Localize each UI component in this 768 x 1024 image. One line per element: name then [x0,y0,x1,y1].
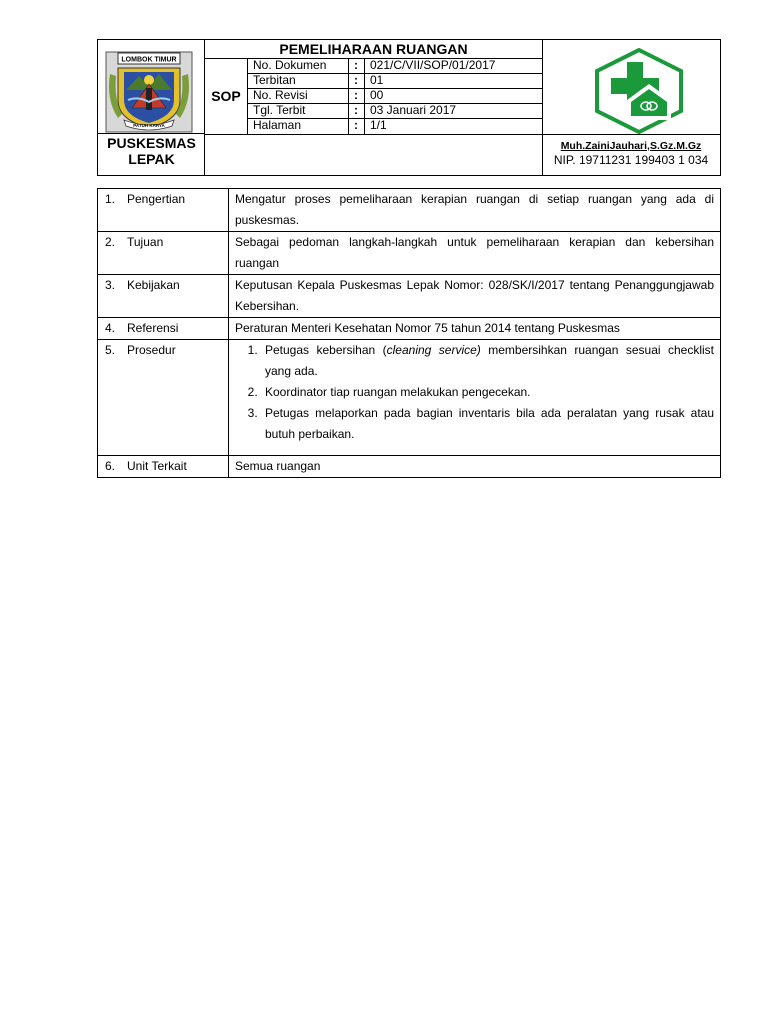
procedure-step [261,340,714,382]
field-label-no-revisi: No. Revisi [253,88,308,102]
section-number: 4. [105,321,116,335]
step-text: membersihkan ruangan sesuai checklist yang ada. [265,343,714,378]
section-label: Tujuan [127,235,164,249]
section-key [98,189,229,232]
section-label: Unit Terkait [127,459,187,473]
section-number: 3. [105,278,116,292]
field-sep: : [354,58,358,72]
table-row [98,318,721,340]
table-row [98,232,721,275]
table-row [98,456,721,478]
field-value-no-revisi: 00 [370,88,384,102]
field-label-terbitan: Terbitan [253,73,296,87]
step-text-italic: cleaning service) [386,343,481,357]
field-label-tgl-terbit: Tgl. Terbit [253,103,306,117]
document-title: PEMELIHARAAN RUANGAN [279,41,468,57]
field-label-no-dokumen: No. Dokumen [253,58,327,72]
section-number: 2. [105,235,116,249]
signatory-nip: NIP. 19711231 199403 1 034 [553,153,709,167]
section-number: 6. [105,459,116,473]
field-sep: : [354,103,358,117]
section-text: Sebagai pedoman langkah-langkah untuk pemeliharaan kerapian dan kebersihan ruangan [229,232,721,275]
table-row [98,275,721,318]
section-label: Prosedur [127,343,176,357]
procedure-list [235,340,714,445]
section-text: Semua ruangan [229,456,721,478]
section-text: Peraturan Menteri Kesehatan Nomor 75 tahun 2014 tentang Puskesmas [229,318,721,340]
section-number: 5. [105,343,116,357]
section-key [98,318,229,340]
institution-line-1: PUSKESMAS [107,135,196,151]
section-number: 1. [105,192,116,206]
section-label: Pengertian [127,192,186,206]
sop-label: SOP [211,87,241,104]
signatory-name: Muh.ZainiJauhari,S.Gz.M.Gz [560,140,702,152]
field-sep: : [354,88,358,102]
field-label-halaman: Halaman [253,118,302,132]
puskesmas-cross-logo-icon [591,48,687,134]
section-key [98,340,229,456]
institution-line-2: LEPAK [128,151,175,167]
section-label: Kebijakan [127,278,180,292]
emblem-banner: LOMBOK TIMUR [121,56,177,64]
emblem-motto: PATUH KARYA [133,123,165,128]
procedure-steps [229,340,721,456]
section-key [98,456,229,478]
section-text: Mengatur proses pemeliharaan kerapian ruangan di setiap ruangan yang ada di puskesmas. [229,189,721,232]
section-key [98,232,229,275]
step-text: Petugas kebersihan ( [265,343,387,357]
field-sep: : [354,73,358,87]
section-text: Keputusan Kepala Puskesmas Lepak Nomor: 028/SK/I/2017 tentang Penanggungjawab Kebersihan. [229,275,721,318]
lombok-timur-emblem-icon [104,50,194,134]
institution-name [98,135,205,167]
table-row [98,340,721,456]
table-row [98,189,721,232]
procedure-step: 3. Petugas melaporkan pada bagian inventaris bila ada peralatan yang rusak atau butuh perbaikan. [261,403,714,445]
field-value-halaman: 1/1 [370,118,387,132]
document-header [97,39,721,176]
field-value-terbitan: 01 [370,73,384,87]
field-sep: : [354,118,358,132]
field-value-no-dokumen: 021/C/VII/SOP/01/2017 [370,58,496,72]
sop-content-table [97,188,721,478]
section-label: Referensi [127,321,179,335]
section-key [98,275,229,318]
field-value-tgl-terbit: 03 Januari 2017 [370,103,457,117]
procedure-step: 2. Koordinator tiap ruangan melakukan pengecekan. [261,382,714,403]
